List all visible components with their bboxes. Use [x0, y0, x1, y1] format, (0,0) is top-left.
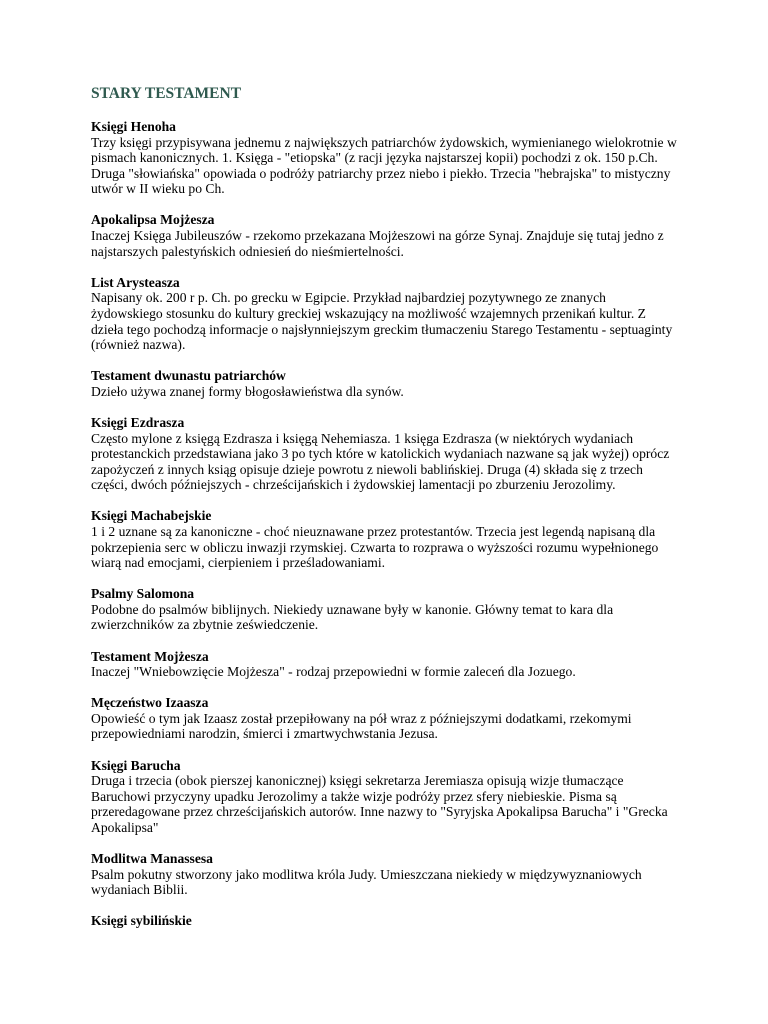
- section-body: Trzy księgi przypisywana jednemu z największych patriarchów żydowskich, wymienianego wielokrotnie w pismach kanonicznych. 1. Księga - "etiopska" (z racji języka najstarszej kopii) pochodzi z ok. 150 p.Ch. Druga "słowiańska" opowiada o podróży patriarchy przez niebo i piekło. Trzecia "hebrajska" to mistyczny utwór w II wieku po Ch.: [91, 134, 677, 197]
- section-body: Inaczej "Wniebowzięcie Mojżesza" - rodzaj przepowiedni w formie zaleceń dla Jozuego.: [91, 664, 576, 680]
- section-testament-dwunastu-patriarchow: [91, 368, 681, 399]
- section-apokalipsa-mojzesza: [91, 212, 681, 259]
- section-heading: Księgi Ezdrasza: [91, 414, 185, 430]
- section-modlitwa-manassesa: [91, 851, 681, 898]
- section-body: Dzieło używa znanej formy błogosławieństwa dla synów.: [91, 383, 404, 399]
- document-page: [91, 84, 681, 944]
- section-psalmy-salomona: [91, 586, 681, 633]
- section-heading: Księgi Barucha: [91, 757, 181, 773]
- section-henoha: [91, 119, 681, 197]
- section-heading: List Arysteasza: [91, 274, 180, 290]
- section-ksiegi-barucha: [91, 758, 681, 836]
- section-heading: Psalmy Salomona: [91, 586, 195, 602]
- section-testament-mojzesza: [91, 649, 681, 680]
- section-heading: Księgi sybilińskie: [91, 913, 192, 929]
- section-body: Opowieść o tym jak Izaasz został przepiłowany na pół wraz z późniejszymi dodatkami, rzekomymi przepowiedniami narodzin, śmierci i zmartwychwstania Jezusa.: [91, 710, 632, 742]
- section-body: Druga i trzecia (obok pierszej kanonicznej) księgi sekretarza Jeremiasza opisują wizje tłumaczące Baruchowi przyczyny upadku Jerozolimy a także wizje podróży przez sfery niebieskie. Pisma są przeredagowane przez chrześcijańskich autorów. Inne nazwy to "Syryjska Apokalipsa Barucha" i "Grecka Apokalipsa": [91, 773, 668, 835]
- document-title: STARY TESTAMENT: [91, 85, 242, 102]
- section-heading: Księgi Machabejskie: [91, 508, 212, 524]
- section-body: Podobne do psalmów biblijnych. Niekiedy uznawane były w kanonie. Główny temat to kara dla zwierzchników za zbytnie zeświedczenie.: [91, 601, 614, 633]
- section-heading: Modlitwa Manassesa: [91, 850, 213, 866]
- section-body: Napisany ok. 200 r p. Ch. po grecku w Egipcie. Przykład najbardziej pozytywnego ze znanych żydowskiego stosunku do kultury greckiej wskazujący na możliwość wzajemnych przenikań kultur. Z dzieła tego pochodzą informacje o najsłynniejszym greckim tłumaczeniu Starego Testamentu - septuaginty (również nazwa).: [91, 290, 673, 353]
- section-heading: Testament dwunastu patriarchów: [91, 368, 286, 384]
- section-ksiegi-ezdrasza: [91, 415, 681, 493]
- section-body: Często mylone z księgą Ezdrasza i księgą Nehemiasza. 1 księga Ezdrasza (w niektórych wydaniach protestanckich przedstawiana jako 3 po tych które w katolickich wydaniach nazwane są jak wyżej) oprócz zapożyczeń z innych ksiąg opisuje dzieje powrotu z niewoli bablińskiej. Druga (4) składa się z trzech części, dwóch późniejszych - chrześcijańskich i żydowskiej lamentacji po zburzeniu Jerozolimy.: [91, 430, 670, 493]
- section-heading: Testament Mojżesza: [91, 648, 209, 664]
- section-ksiegi-sybilinskie: [91, 913, 681, 929]
- section-meczenstwo-izaasza: [91, 695, 681, 742]
- section-body: Inaczej Księga Jubileuszów - rzekomo przekazana Mojżeszowi na górze Synaj. Znajduje się tutaj jedno z najstarszych palestyńskich odniesień do nieśmiertelności.: [91, 228, 664, 259]
- section-body: 1 i 2 uznane są za kanoniczne - choć nieuznawane przez protestantów. Trzecia jest legendą napisaną dla pokrzepienia serc w obliczu inwazji rzymskiej. Czwarta to rozprawa o wyższości rozumu wypełnionego wiarą nad emocjami, cierpieniem i prześladowaniami.: [91, 523, 659, 571]
- section-list-arysteasza: [91, 275, 681, 353]
- section-heading: Księgi Henoha: [91, 119, 176, 134]
- section-ksiegi-machabejskie: [91, 508, 681, 570]
- section-heading: Męczeństwo Izaasza: [91, 695, 209, 711]
- section-body: Psalm pokutny stworzony jako modlitwa króla Judy. Umieszczana niekiedy w międzywyznaniowych wydaniach Biblii.: [91, 866, 642, 898]
- section-heading: Apokalipsa Mojżesza: [91, 212, 215, 228]
